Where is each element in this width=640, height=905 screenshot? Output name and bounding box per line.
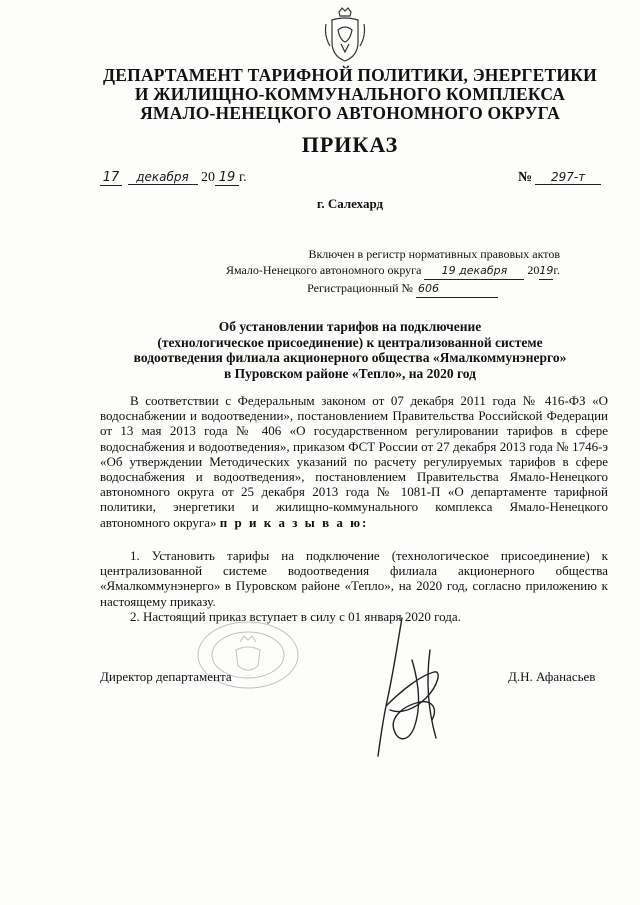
registry-line-3 bbox=[60, 280, 560, 298]
order-date-day: 17 bbox=[100, 170, 122, 186]
registry-okrug: Ямало-Ненецкого автономного округа bbox=[225, 263, 422, 277]
order-date-month: декабря bbox=[128, 170, 198, 185]
order-date-suffix: г. bbox=[239, 170, 247, 185]
department-line-1: ДЕПАРТАМЕНТ ТАРИФНОЙ ПОЛИТИКИ, ЭНЕРГЕТИКИ bbox=[103, 65, 597, 85]
preamble-command: п р и к а з ы в а ю: bbox=[219, 514, 369, 530]
department-name bbox=[60, 66, 640, 123]
order-date-year: 19 bbox=[215, 170, 239, 186]
order-date bbox=[100, 170, 247, 186]
signer-position: Директор департамента bbox=[100, 669, 232, 684]
registry-line-1: Включен в регистр нормативных правовых актов bbox=[308, 247, 560, 261]
order-date-year-prefix: 20 bbox=[201, 170, 215, 185]
signer-name: Д.Н. Афанасьев bbox=[508, 669, 596, 684]
document-title bbox=[60, 319, 640, 381]
title-line-1: Об установлении тарифов на подключение bbox=[218, 319, 482, 334]
registry-stamp bbox=[60, 246, 560, 298]
order-items bbox=[100, 548, 608, 624]
registry-year-prefix: 20 bbox=[527, 263, 540, 277]
department-line-2: И ЖИЛИЩНО-КОММУНАЛЬНОГО КОМПЛЕКСА bbox=[134, 84, 566, 104]
title-line-3: водоотведения филиала акционерного общества «Ямалкоммунэнерго» bbox=[133, 350, 567, 365]
city: г. Салехард bbox=[316, 196, 384, 211]
registry-line-2 bbox=[60, 262, 560, 280]
registry-year: 19 bbox=[539, 263, 553, 280]
order-number-value: 297-т bbox=[535, 170, 601, 185]
order-number bbox=[518, 170, 601, 186]
document-type: ПРИКАЗ bbox=[301, 132, 399, 157]
order-item-2: 2. Настоящий приказ вступает в силу с 01 января 2020 года. bbox=[130, 608, 461, 624]
department-line-3: ЯМАЛО-НЕНЕЦКОГО АВТОНОМНОГО ОКРУГА bbox=[140, 103, 560, 123]
title-line-2: (технологическое присоединение) к централизованной системе bbox=[157, 334, 543, 350]
order-number-label: № bbox=[518, 170, 533, 185]
title-line-4: в Пуровском районе «Тепло», на 2020 год bbox=[224, 365, 476, 381]
registry-date: 19 декабря bbox=[424, 263, 524, 280]
registry-suffix: г. bbox=[553, 263, 560, 277]
preamble-paragraph bbox=[100, 393, 608, 530]
order-item-1: 1. Установить тарифы на подключение (технологическое присоединение) к централизованной системе водоотведения филиала акционерного общества «Ямалкоммунэнерго» в Пуровском районе «Тепло», на 2020 год, согласно приложению к настоящему приказу. bbox=[100, 548, 608, 609]
registry-number-label: Регистрационный № bbox=[307, 281, 413, 295]
preamble-text: В соответствии с Федеральным законом от 07 декабря 2011 года № 416-ФЗ «О водоснабжении и водоотведении», постановлением Правительства Российской Федерации от 13 мая 2013 года № 406 «О государственном регулировании тарифов в сфере водоснабжения и водоотведения», приказом ФСТ России от 27 декабря 2013 года № 1746-э «Об утверждении Методических указаний по расчету регулируемых тарифов в сфере водоснабжения и водоотведения», постановлением Правительства Ямало-Ненецкого автономного округа от 25 декабря 2013 года № 1081-П «О департаменте тарифной политики, энергетики и жилищно-коммунального комплекса Ямало-Ненецкого автономного округа» bbox=[100, 393, 608, 530]
coat-of-arms-icon bbox=[322, 6, 368, 64]
registry-number: 606 bbox=[416, 281, 498, 298]
handwritten-signature-icon bbox=[372, 610, 452, 760]
preamble bbox=[100, 393, 608, 530]
